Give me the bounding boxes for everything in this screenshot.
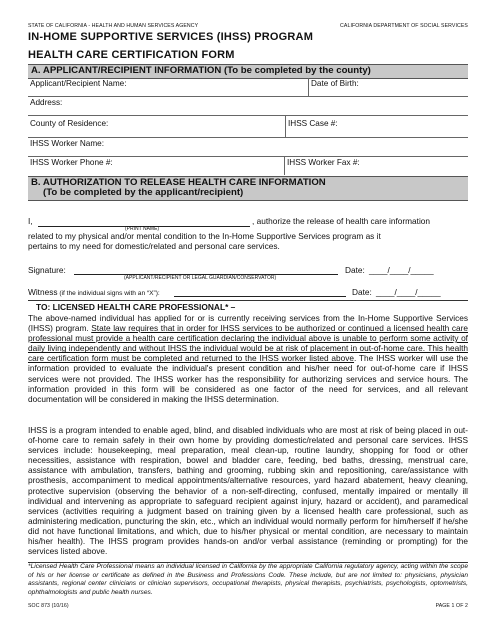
witness-date-label: Date:: [352, 287, 372, 297]
section-a-header: [28, 64, 468, 79]
form-title: IN-HOME SUPPORTIVE SERVICES (IHSS) PROGRAM: [28, 31, 314, 43]
agency-right: CALIFORNIA DEPARTMENT OF SOCIAL SERVICES: [340, 23, 468, 29]
form-subtitle: HEALTH CARE CERTIFICATION FORM: [28, 49, 235, 61]
signature-date-field[interactable]: ____/____/_____: [369, 265, 434, 275]
form-id: SOC 873 (10/16): [28, 603, 69, 609]
worker-name-row: [28, 138, 468, 157]
address-row: [28, 97, 468, 116]
worker-phone-row: [28, 157, 468, 175]
section-b-heading: B. AUTHORIZATION TO RELEASE HEALTH CARE INFORMATION: [31, 177, 326, 188]
section-b-subheading: (To be completed by the applicant/recipient): [43, 187, 244, 198]
auth-line2: related to my physical and/or mental condition to the In-Home Supportive Services program as it: [28, 231, 381, 241]
applicant-name-field[interactable]: Applicant/Recipient Name:: [30, 79, 127, 88]
section-b-header: [28, 176, 468, 201]
signature-field[interactable]: [74, 265, 338, 275]
worker-phone-field[interactable]: IHSS Worker Phone #:: [30, 158, 113, 167]
section-a-heading: A. APPLICANT/RECIPIENT INFORMATION (To be completed by the county): [31, 65, 371, 76]
worker-fax-field[interactable]: IHSS Worker Fax #:: [287, 158, 360, 167]
county-row: [28, 116, 468, 138]
auth-line3: pertains to my need for domestic/related and personal care services.: [28, 241, 280, 251]
witness-label: Witness (if the individual signs with an “X”):: [28, 287, 160, 297]
case-number-field[interactable]: IHSS Case #:: [288, 119, 338, 128]
worker-name-field[interactable]: IHSS Worker Name:: [30, 139, 105, 148]
print-name-caption: (PRINT NAME): [125, 226, 160, 232]
county-field[interactable]: County of Residence:: [30, 119, 109, 128]
witness-date-field[interactable]: ____/____/_____: [376, 287, 441, 297]
page-number: PAGE 1 OF 2: [435, 603, 468, 609]
applicant-name-row: [28, 78, 468, 97]
signature-label: Signature:: [28, 265, 66, 275]
footnote: *Licensed Health Care Professional means an individual licensed in California by the appropriate California regulatory agency, acting within the scope of his or her license or certificate as defined in the Business and Professions Code. These include, but are not limited to: physicians, physician assistants, regional center clinicians or clinician supervisors, occupational therapists, physical therapists, psychiatrists, psychologists, optometrists, ophthalmologists and public health nurses.: [28, 563, 468, 596]
address-field[interactable]: Address:: [30, 98, 63, 107]
signature-caption: (APPLICANT/RECIPIENT OR LEGAL GUARDIAN/CONSERVATOR): [124, 275, 277, 281]
to-paragraph-1: The above-named individual has applied for or is currently receiving services from the In-Home Supportive Services (IHSS) program. State law requires that in order for IHSS services to be authorized or continued a licensed health care professional must provide a health care certification declaring the individual above is unable to perform some activity of daily living independently and without IHSS the individual would be at risk of placement in out-of-home care. This health care certification form must be completed and returned to the IHSS worker listed above. The IHSS worker will use the information provided to evaluate the individual's present condition and his/her need for out-of-home care if IHSS services were not provided. The IHSS worker has the responsibility for authorizing services and service hours. The information provided in this form will be considered as one factor of the need for services, and all relevant documentation will be considered in making the IHSS determination.: [28, 313, 469, 404]
witness-field[interactable]: [174, 287, 346, 297]
to-heading: TO: LICENSED HEALTH CARE PROFESSIONAL* –: [36, 302, 236, 312]
signature-date-label: Date:: [345, 265, 365, 275]
auth-rest: , authorize the release of health care information: [252, 216, 431, 226]
agency-left: STATE OF CALIFORNIA - HEALTH AND HUMAN SERVICES AGENCY: [28, 23, 199, 29]
auth-i: I,: [28, 216, 33, 226]
dob-field[interactable]: Date of Birth:: [311, 79, 359, 88]
to-paragraph-2: IHSS is a program intended to enable aged, blind, and disabled individuals who are most at risk of being placed in out-of-home care to remain safely in their own home by providing domestic/related and personal care services. IHSS services include: housekeeping, meal preparation, meal clean-up, routine laundry, shopping for food or other necessities, assistance with respiration, bowel and bladder care, feeding, bed baths, dressing, menstrual care, assistance with ambulation, transfers, bathing and grooming, rubbing skin and repositioning, care/assistance with prosthesis, accompaniment to medical appointments/alternative resources, yard hazard abatement, heavy cleaning, protective supervision (observing the behavior of a non-self-directing, confused, mentally impaired or mentally ill individual and intervening as appropriate to safeguard recipient against injury, hazard or accident), and paramedical services (activities requiring a judgment based on training given by a licensed health care professional, such as administering medication, puncturing the skin, etc., which an individual would normally perform for him/herself if he/she did not have functional limitations, and which, due to his/her physical or mental condition, are necessary to maintain his/her health). The IHSS program provides hands-on and/or verbal assistance (reminding or prompting) for the services listed above.: [28, 425, 468, 557]
